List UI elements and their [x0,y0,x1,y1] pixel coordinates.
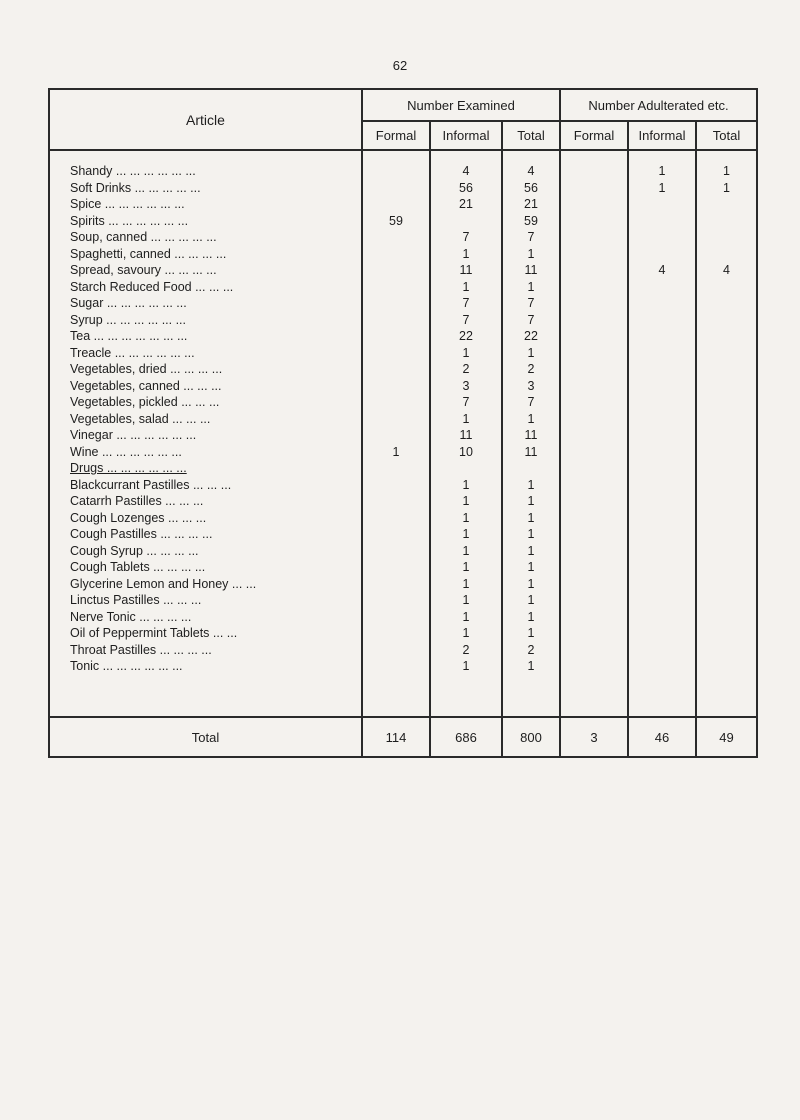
row-value-ex-formal [363,361,429,378]
row-value-ad-total [697,196,756,213]
article-name: Vegetables, salad ... ... ... [70,411,211,426]
row-value-ex-informal: 11 [459,263,473,277]
article-name: Vegetables, canned ... ... ... [70,378,222,393]
row-value-ex-informal: 1 [462,345,470,360]
row-value-ad-informal [629,295,695,312]
article-name: Starch Reduced Food ... ... ... [70,279,234,294]
article-name: Sugar ... ... ... ... ... ... [70,296,187,310]
total-examined-total: 800 [502,717,560,757]
article-name: Syrup ... ... ... ... ... ... [70,312,187,327]
article-name: Cough Tablets ... ... ... ... [70,560,206,574]
row-value-ad-formal [561,163,627,180]
row-value-ad-formal [561,180,627,197]
row-value-ad-formal [561,460,627,477]
row-value-ad-informal [629,427,695,444]
row-value-ex-formal [363,394,429,411]
article-name: Wine ... ... ... ... ... ... [70,444,182,459]
row-value-ex-informal [431,213,501,230]
row-value-ex-total [503,460,559,477]
row-value-ex-formal: 59 [389,213,403,228]
row-value-ad-formal [561,543,627,560]
article-name: Soft Drinks ... ... ... ... ... [70,180,201,195]
article-name: Nerve Tonic ... ... ... ... [70,609,192,624]
row-value-ex-informal: 1 [462,246,470,261]
row-value-ex-total: 2 [527,362,535,376]
row-value-ex-total: 7 [527,296,535,310]
row-value-ad-informal [629,576,695,593]
row-value-ad-formal [561,213,627,230]
row-value-ex-informal: 7 [462,230,470,244]
row-value-ex-total: 11 [524,263,538,277]
row-value-ad-total [697,526,756,543]
row-value-ad-formal [561,411,627,428]
row-value-ad-total [697,444,756,461]
row-value-ex-formal [363,625,429,642]
adulterated-informal-header: Informal [628,121,696,150]
row-value-ad-total [697,229,756,246]
row-value-ad-informal [629,526,695,543]
adulterated-total-column [696,150,757,717]
row-value-ex-informal: 56 [459,180,473,195]
row-value-ex-formal [363,427,429,444]
examined-total-column [502,150,560,717]
row-value-ad-formal [561,262,627,279]
article-name: Glycerine Lemon and Honey ... ... [70,576,257,591]
row-value-ad-total: 4 [723,263,730,277]
adulterated-informal-column [628,150,696,717]
row-value-ad-total [697,559,756,576]
article-name: Linctus Pastilles ... ... ... [70,593,202,607]
row-value-ex-total: 1 [527,345,535,360]
row-value-ad-total [697,361,756,378]
row-value-ex-total: 1 [527,593,535,607]
row-value-ad-formal [561,493,627,510]
row-value-ex-informal: 7 [462,312,470,327]
examined-informal-column [430,150,502,717]
row-value-ex-total: 56 [524,180,538,195]
article-name: Drugs ... ... ... ... ... ... [70,461,187,475]
row-value-ad-formal [561,196,627,213]
row-value-ex-total: 1 [527,411,535,426]
row-value-ex-total: 1 [527,576,535,591]
row-value-ex-formal [363,411,429,428]
row-value-ad-formal [561,246,627,263]
row-value-ex-informal [431,460,501,477]
total-adulterated-total: 49 [696,717,757,757]
row-value-ex-formal [363,328,429,345]
article-name: Shandy ... ... ... ... ... ... [70,164,196,178]
row-value-ad-informal: 1 [658,180,666,195]
row-value-ex-total: 1 [527,246,535,261]
total-examined-informal: 686 [430,717,502,757]
adulterated-formal-header: Formal [560,121,628,150]
article-name: Spaghetti, canned ... ... ... ... [70,246,227,261]
row-value-ex-formal [363,460,429,477]
row-value-ex-formal [363,658,429,675]
row-value-ad-total [697,345,756,362]
row-value-ad-informal [629,196,695,213]
row-value-ad-formal [561,576,627,593]
row-value-ad-formal [561,229,627,246]
row-value-ex-informal: 1 [462,560,470,574]
row-value-ad-informal [629,345,695,362]
article-name: Tonic ... ... ... ... ... ... [70,659,183,673]
row-value-ex-informal: 7 [462,296,470,310]
row-value-ad-formal [561,361,627,378]
row-value-ad-total [697,295,756,312]
row-value-ad-informal [629,229,695,246]
row-value-ad-informal [629,642,695,659]
row-value-ex-informal: 10 [459,444,473,459]
row-value-ad-formal [561,559,627,576]
row-value-ad-informal [629,394,695,411]
row-value-ex-formal [363,229,429,246]
row-value-ad-total [697,477,756,494]
row-value-ad-formal [561,477,627,494]
row-value-ad-informal [629,493,695,510]
row-value-ex-total: 59 [524,213,538,228]
article-name: Vegetables, dried ... ... ... ... [70,362,223,376]
row-value-ad-informal [629,609,695,626]
row-value-ex-formal [363,592,429,609]
examined-informal-header: Informal [430,121,502,150]
article-name: Treacle ... ... ... ... ... ... [70,345,195,360]
article-name: Cough Lozenges ... ... ... [70,510,207,525]
number-examined-header: Number Examined [362,89,560,121]
row-value-ad-informal [629,477,695,494]
row-value-ex-formal [363,609,429,626]
row-value-ad-total: 1 [723,180,730,195]
row-value-ex-formal [363,510,429,527]
row-value-ad-informal [629,361,695,378]
row-value-ex-informal: 1 [462,527,470,541]
row-value-ad-total [697,658,756,675]
row-value-ad-total [697,543,756,560]
row-value-ad-formal [561,510,627,527]
row-value-ad-total [697,246,756,263]
row-value-ex-formal [363,543,429,560]
row-value-ex-total: 1 [527,626,535,640]
row-value-ex-informal: 1 [462,626,470,640]
row-value-ad-informal [629,460,695,477]
row-value-ex-informal: 2 [462,642,470,657]
row-value-ex-formal [363,295,429,312]
row-value-ad-formal [561,378,627,395]
row-value-ex-total: 7 [527,312,535,327]
row-value-ex-informal: 3 [462,378,470,393]
page-number: 62 [392,58,408,73]
row-value-ad-informal [629,312,695,329]
row-value-ex-total: 1 [527,510,535,525]
row-value-ex-formal [363,262,429,279]
row-value-ad-total [697,378,756,395]
row-value-ex-informal: 7 [462,395,470,409]
row-value-ex-formal [363,312,429,329]
row-value-ad-formal [561,279,627,296]
row-value-ad-informal: 1 [658,164,666,178]
row-value-ex-total: 4 [527,164,535,178]
row-value-ad-formal [561,394,627,411]
row-value-ex-formal [363,477,429,494]
row-value-ex-formal [363,196,429,213]
row-value-ex-informal: 11 [459,428,473,442]
row-value-ex-informal: 1 [462,411,470,426]
article-name: Cough Pastilles ... ... ... ... [70,527,213,541]
row-value-ex-formal [363,378,429,395]
row-value-ex-total: 22 [524,329,538,343]
article-name: Cough Syrup ... ... ... ... [70,543,199,558]
row-value-ex-formal [363,642,429,659]
row-value-ad-formal [561,625,627,642]
article-name: Oil of Peppermint Tablets ... ... [70,626,238,640]
row-value-ex-informal: 1 [462,494,470,508]
row-value-ex-formal [363,246,429,263]
article-name: Spirits ... ... ... ... ... ... [70,213,189,228]
row-value-ad-informal [629,559,695,576]
row-value-ex-total: 1 [527,543,535,558]
row-value-ad-formal [561,658,627,675]
row-value-ad-informal [629,658,695,675]
row-value-ad-formal [561,345,627,362]
row-value-ad-total [697,427,756,444]
adulteration-table [48,88,758,758]
row-value-ad-total [697,510,756,527]
row-value-ad-informal [629,279,695,296]
row-value-ex-total: 1 [527,279,535,294]
row-value-ad-total [697,625,756,642]
row-value-ad-informal [629,378,695,395]
row-value-ex-formal [363,559,429,576]
examined-formal-header: Formal [362,121,430,150]
row-value-ex-total: 1 [527,494,535,508]
row-value-ex-formal [363,279,429,296]
row-value-ad-total [697,609,756,626]
article-header: Article [49,89,362,150]
row-value-ad-informal [629,543,695,560]
row-value-ex-total: 1 [527,560,535,574]
row-value-ad-total [697,394,756,411]
row-value-ad-informal [629,510,695,527]
row-value-ex-total: 1 [527,527,535,541]
article-name: Spice ... ... ... ... ... ... [70,197,185,211]
row-value-ad-informal [629,625,695,642]
row-value-ex-total: 2 [527,642,535,657]
total-examined-formal: 114 [362,717,430,757]
row-value-ad-informal [629,246,695,263]
row-value-ad-formal [561,592,627,609]
row-value-ad-informal [629,328,695,345]
row-value-ex-total: 1 [527,477,535,492]
row-value-ad-total [697,328,756,345]
row-value-ad-informal [629,444,695,461]
row-value-ad-total [697,642,756,659]
article-name: Throat Pastilles ... ... ... ... [70,642,212,657]
row-value-ad-total [697,460,756,477]
number-adulterated-header: Number Adulterated etc. [560,89,757,121]
row-value-ex-total: 21 [524,197,538,211]
row-value-ad-formal [561,312,627,329]
row-value-ad-informal [629,411,695,428]
row-value-ex-formal [363,576,429,593]
row-value-ad-total: 1 [723,164,730,178]
row-value-ex-informal: 1 [462,543,470,558]
article-column [49,150,362,717]
row-value-ex-total: 11 [524,444,538,459]
total-adulterated-formal: 3 [560,717,628,757]
row-value-ex-informal: 2 [462,362,470,376]
row-value-ex-informal: 22 [459,329,473,343]
row-value-ex-total: 1 [527,609,535,624]
article-name: Vegetables, pickled ... ... ... [70,395,220,409]
row-value-ad-informal: 4 [658,263,666,277]
row-value-ad-informal [629,592,695,609]
examined-total-header: Total [502,121,560,150]
row-value-ex-informal: 21 [459,197,473,211]
row-value-ad-total [697,493,756,510]
totals-row [49,717,757,757]
article-name: Spread, savoury ... ... ... ... [70,263,217,277]
row-value-ad-total [697,411,756,428]
adulterated-total-header: Total [696,121,757,150]
row-value-ex-informal: 1 [462,576,470,591]
row-value-ad-total [697,312,756,329]
total-adulterated-informal: 46 [628,717,696,757]
totals-label: Total [49,717,362,757]
article-name: Soup, canned ... ... ... ... ... [70,230,217,244]
row-value-ex-formal: 1 [392,444,400,459]
adulterated-formal-column [560,150,628,717]
row-value-ex-informal: 1 [462,279,470,294]
row-value-ex-total: 11 [524,428,538,442]
row-value-ex-informal: 1 [462,609,470,624]
examined-formal-column [362,150,430,717]
row-value-ad-formal [561,328,627,345]
row-value-ad-formal [561,444,627,461]
row-value-ad-formal [561,295,627,312]
row-value-ex-informal: 1 [462,659,470,673]
row-value-ad-total [697,576,756,593]
row-value-ad-total [697,213,756,230]
row-value-ex-total: 3 [527,378,535,393]
row-value-ex-total: 7 [527,395,535,409]
article-name: Tea ... ... ... ... ... ... ... [70,329,188,343]
table-body-row [49,150,757,717]
row-value-ad-informal [629,213,695,230]
article-name: Blackcurrant Pastilles ... ... ... [70,477,232,492]
row-value-ad-formal [561,526,627,543]
row-value-ex-total: 7 [527,230,535,244]
row-value-ex-formal [363,345,429,362]
row-value-ex-informal: 4 [462,164,470,178]
row-value-ex-formal [363,493,429,510]
article-name: Vinegar ... ... ... ... ... ... [70,428,197,442]
row-value-ex-informal: 1 [462,593,470,607]
row-value-ex-total: 1 [527,659,535,673]
row-value-ad-total [697,279,756,296]
row-value-ad-total [697,592,756,609]
row-value-ex-informal: 1 [462,477,470,492]
row-value-ex-formal [363,163,429,180]
row-value-ad-formal [561,427,627,444]
row-value-ex-formal [363,526,429,543]
article-name: Catarrh Pastilles ... ... ... [70,494,204,508]
row-value-ex-formal [363,180,429,197]
row-value-ad-formal [561,642,627,659]
row-value-ex-informal: 1 [462,510,470,525]
row-value-ad-formal [561,609,627,626]
